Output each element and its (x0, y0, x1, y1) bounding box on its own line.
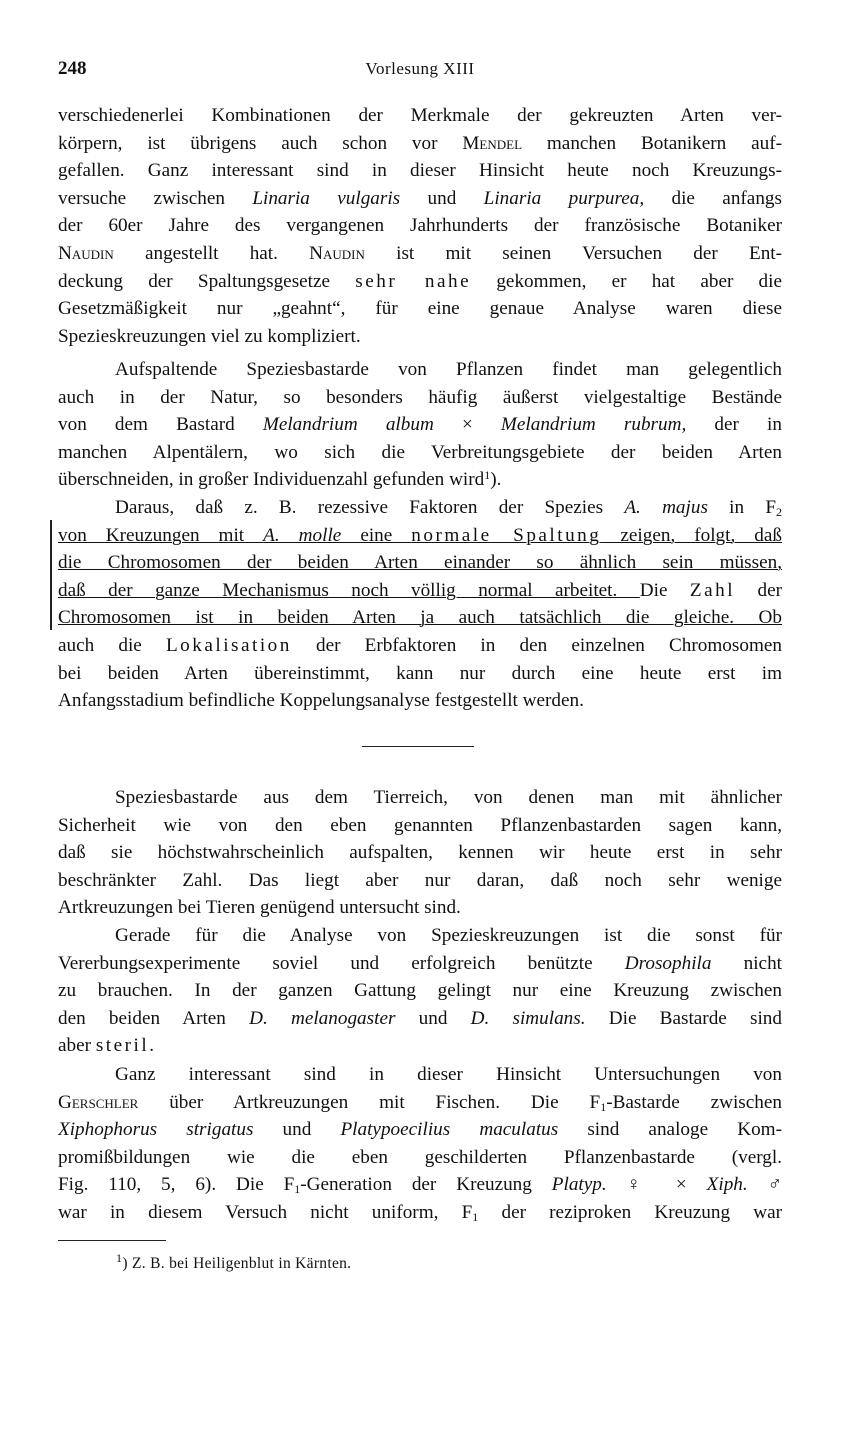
text-line: Anfangsstadium befindliche Koppelungsanalyse festgestellt werden. (58, 690, 584, 712)
spaced-emphasis: normale Spaltung (411, 524, 602, 546)
text-line: daß sie höchstwahrscheinlich aufspalten, kennen wir heute erst in sehr (58, 842, 782, 864)
species-name: Melandrium album (262, 414, 434, 436)
footnote-ref: 1 (484, 468, 491, 483)
text-line: Artkreuzungen bei Tieren genügend untersucht sind. (58, 897, 461, 919)
species-name: Platyp. (551, 1174, 607, 1196)
text-line: Naudin angestellt hat. Naudin ist mit seinen Versuchen der Ent- (58, 242, 782, 264)
text-line: auch die Lokalisation der Erbfaktoren in den einzelnen Chromosomen (58, 634, 782, 656)
footnote-marker: 1 (116, 1251, 123, 1265)
footnote-text: Z. B. bei Heiligenblut in Kärnten. (127, 1255, 352, 1272)
subscript: 1 (472, 1209, 479, 1224)
species-name: D. simulans. (470, 1007, 586, 1029)
text-line: Fig. 110, 5, 6). Die $F_1$-Generation der Kreuzung Platyp. ♀ × Xiph. ♂ (58, 1174, 782, 1197)
text-line: Vererbungsexperimente soviel und erfolgreich benützte Drosophila nicht (58, 952, 782, 974)
text-line: der 60er Jahre des vergangenen Jahrhunderts der französische Botaniker (58, 215, 782, 237)
text-line: Daraus, daß z. B. rezessive Faktoren der Spezies A. majus in $F_2$ (115, 497, 782, 519)
page-header (58, 58, 782, 84)
running-head: Vorlesung XIII (365, 59, 475, 78)
paragraph-1 (58, 102, 782, 350)
text-line-underlined: die Chromosomen der beiden Arten einander so ähnlich sein müssen, (58, 552, 782, 574)
author-name: Gerschler (58, 1091, 139, 1113)
spaced-emphasis: Zahl (689, 579, 736, 601)
text-line-underlined: Chromosomen ist in beiden Arten ja auch tatsächlich die gleiche. Ob (58, 607, 782, 629)
text-line: promißbildungen wie die eben geschilderten Pflanzenbastarde (vergl. (58, 1146, 782, 1168)
text-line: aber steril. (58, 1035, 157, 1057)
author-name: Naudin (58, 242, 114, 264)
text-line: Sicherheit wie von den eben genannten Pflanzenbastarden sagen kann, (58, 814, 782, 836)
species-name: Xiph. (706, 1174, 748, 1196)
species-name: Linaria vulgaris (252, 187, 401, 209)
paragraph-5 (58, 922, 782, 1060)
subscript: 1 (294, 1182, 301, 1197)
species-name: Linaria purpurea, (483, 187, 645, 209)
text-line: auch in der Natur, so besonders häufig äußerst vielgestaltige Bestände (58, 386, 782, 408)
text-line: daß der ganze Mechanismus noch völlig normal arbeitet. Die Zahl der (58, 579, 782, 601)
species-name: D. melanogaster (249, 1007, 396, 1029)
spaced-emphasis: Lokalisation (165, 634, 292, 656)
text-line: körpern, ist übrigens auch schon vor Mendel manchen Botanikern auf- (58, 132, 782, 154)
text-line: von dem Bastard Melandrium album × Melandrium rubrum, der in (58, 414, 782, 436)
species-name: Platypoecilius maculatus (340, 1119, 559, 1141)
text-line: war in diesem Versuch nicht uniform, $F_1$ der reziproken Kreuzung war (58, 1201, 782, 1224)
text-line: Spezieskreuzungen viel zu kompliziert. (58, 325, 361, 347)
text-line: manchen Alpentälern, wo sich die Verbreitungsgebiete der beiden Arten (58, 441, 782, 463)
text-line: Gesetzmäßigkeit nur „geahnt“, für eine genaue Analyse waren diese (58, 298, 782, 320)
text-line: beschränkter Zahl. Das liegt aber nur daran, daß noch sehr wenige (58, 869, 782, 891)
paragraph-6 (58, 1061, 782, 1227)
underlined-text: daß der ganze Mechanismus noch völlig normal arbeitet. (58, 579, 640, 601)
spaced-emphasis: steril. (95, 1035, 157, 1057)
text-line: zu brauchen. In der ganzen Gattung gelingt nur eine Kreuzung zwischen (58, 980, 782, 1002)
text-line: Ganz interessant sind in dieser Hinsicht Untersuchungen von (115, 1064, 782, 1085)
paragraph-3 (58, 494, 782, 715)
text-line: versuche zwischen Linaria vulgaris und Linaria purpurea, die anfangs (58, 187, 782, 209)
text-line: Aufspaltende Speziesbastarde von Pflanzen findet man gelegentlich (115, 359, 782, 380)
paragraph-2 (58, 356, 782, 494)
species-name: Melandrium rubrum, (500, 414, 687, 436)
footnote: $^1$) Z. B. bei Heiligenblut in Kärnten. (116, 1251, 352, 1272)
species-name: A. majus (624, 497, 708, 518)
text-line: Speziesbastarde aus dem Tierreich, von denen man mit ähnlicher (115, 787, 782, 808)
author-name: Mendel (462, 132, 523, 154)
text-line: bei beiden Arten übereinstimmt, kann nur durch eine heute erst im (58, 662, 782, 684)
text-line: gefallen. Ganz interessant sind in dieser Hinsicht heute noch Kreuzungs- (58, 160, 782, 182)
text-line: Gerschler über Artkreuzungen mit Fischen. Die $F_1$-Bastarde zwischen (58, 1091, 782, 1114)
species-name: A. molle (263, 524, 342, 546)
text-line: den beiden Arten D. melanogaster und D. simulans. Die Bastarde sind (58, 1007, 782, 1029)
text-line-underlined: von Kreuzungen mit A. molle eine normale Spaltung zeigen, folgt, daß (58, 524, 782, 546)
footnote-divider (58, 1240, 166, 1241)
page-number: 248 (58, 58, 87, 79)
section-divider (362, 746, 474, 747)
subscript: 1 (600, 1099, 607, 1114)
paragraph-4 (58, 784, 782, 922)
margin-mark (50, 520, 52, 630)
text-line: Xiphophorus strigatus und Platypoecilius maculatus sind analoge Kom- (58, 1119, 782, 1141)
author-name: Naudin (309, 242, 365, 264)
spaced-emphasis: sehr nahe (355, 270, 472, 292)
text-line: überschneiden, in großer Individuenzahl gefunden wird$^1$). (58, 468, 502, 491)
text-line: deckung der Spaltungsgesetze sehr nahe gekommen, er hat aber die (58, 270, 782, 292)
text-line: verschiedenerlei Kombinationen der Merkmale der gekreuzten Arten ver- (58, 105, 782, 126)
text-line: Gerade für die Analyse von Spezieskreuzungen ist die sonst für (115, 925, 782, 946)
subscript: 2 (776, 505, 782, 519)
species-name: Drosophila (624, 952, 712, 974)
species-name: Xiphophorus strigatus (58, 1119, 254, 1141)
